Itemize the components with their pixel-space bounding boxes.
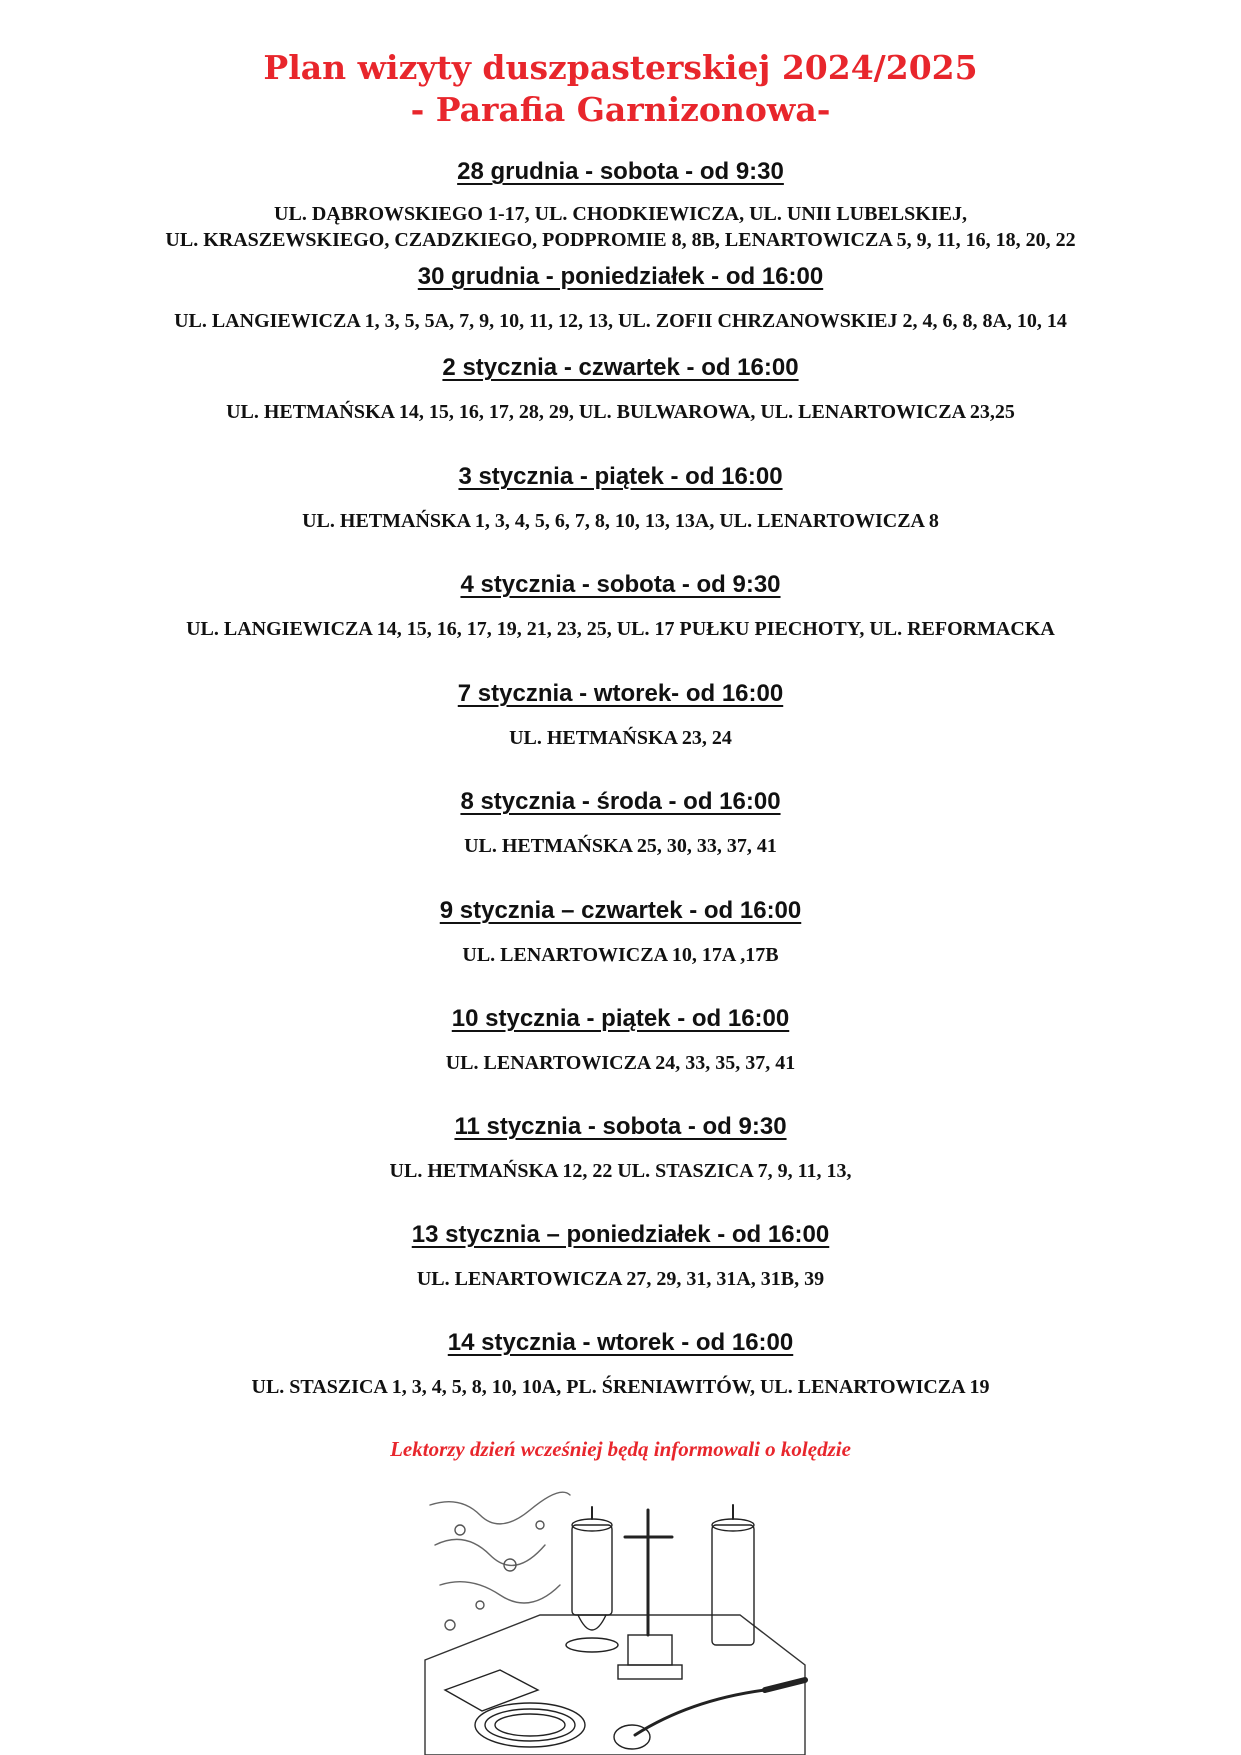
visit-date: 10 stycznia - piątek - od 16:00 — [451, 1005, 790, 1032]
visit-streets: UL. STASZICA 1, 3, 4, 5, 8, 10, 10A, PL. ŚRENIAWITÓW, UL. LENARTOWICZA 19 — [251, 1376, 990, 1398]
schedule-entry — [0, 896, 1241, 968]
footer-note: Lektorzy dzień wcześniej będą informowali o kolędzie — [390, 1437, 851, 1461]
schedule-entry — [0, 462, 1241, 534]
visit-date: 9 stycznia – czwartek - od 16:00 — [439, 897, 802, 924]
visit-date: 11 stycznia - sobota - od 9:30 — [454, 1113, 787, 1140]
visit-date: 14 stycznia - wtorek - od 16:00 — [447, 1329, 794, 1356]
visit-date: 28 grudnia - sobota - od 9:30 — [457, 158, 784, 185]
schedule-entry — [0, 1004, 1241, 1076]
schedule-entry — [0, 570, 1241, 642]
schedule-entry — [0, 787, 1241, 859]
visit-streets: UL. KRASZEWSKIEGO, CZADZKIEGO, PODPROMIE 8, 8B, LENARTOWICZA 5, 9, 11, 16, 18, 20, 22 — [165, 229, 1076, 251]
page-subtitle: - Parafia Garnizonowa- — [410, 90, 831, 129]
visit-date: 2 stycznia - czwartek - od 16:00 — [442, 354, 799, 381]
schedule-entry — [0, 1328, 1241, 1400]
visit-streets: UL. HETMAŃSKA 14, 15, 16, 17, 28, 29, UL. BULWAROWA, UL. LENARTOWICZA 23,25 — [226, 401, 1015, 423]
visit-date: 7 stycznia - wtorek- od 16:00 — [457, 680, 784, 707]
schedule-entry — [0, 353, 1241, 425]
visit-date: 30 grudnia - poniedziałek - od 16:00 — [417, 263, 824, 290]
schedule-entry — [0, 262, 1241, 334]
visit-streets: UL. HETMAŃSKA 25, 30, 33, 37, 41 — [464, 835, 777, 857]
page-title: Plan wizyty duszpasterskiej 2024/2025 — [263, 48, 978, 87]
altar-sketch-illustration — [420, 1485, 810, 1755]
visit-streets: UL. LENARTOWICZA 24, 33, 35, 37, 41 — [445, 1052, 796, 1074]
visit-streets: UL. HETMAŃSKA 23, 24 — [509, 727, 732, 749]
visit-date: 3 stycznia - piątek - od 16:00 — [458, 463, 783, 490]
visit-streets: UL. LANGIEWICZA 14, 15, 16, 17, 19, 21, 23, 25, UL. 17 PUŁKU PIECHOTY, UL. REFORMACKA — [186, 618, 1055, 640]
visit-date: 8 stycznia - środa - od 16:00 — [460, 788, 781, 815]
visit-streets: UL. LANGIEWICZA 1, 3, 5, 5A, 7, 9, 10, 11, 12, 13, UL. ZOFII CHRZANOWSKIEJ 2, 4, 6, 8, 8A, 10, 14 — [174, 310, 1067, 332]
schedule-entry — [0, 1112, 1241, 1184]
visit-date: 13 stycznia – poniedziałek - od 16:00 — [411, 1221, 830, 1248]
visit-streets: UL. HETMAŃSKA 1, 3, 4, 5, 6, 7, 8, 10, 13, 13A, UL. LENARTOWICZA 8 — [302, 510, 939, 532]
visit-date: 4 stycznia - sobota - od 9:30 — [460, 571, 781, 598]
schedule-entry — [0, 679, 1241, 751]
schedule-entry — [0, 157, 1241, 253]
schedule-entry — [0, 1220, 1241, 1292]
visit-streets: UL. LENARTOWICZA 10, 17A ,17B — [462, 944, 779, 966]
visit-streets: UL. LENARTOWICZA 27, 29, 31, 31A, 31B, 39 — [416, 1268, 825, 1290]
visit-streets: UL. DĄBROWSKIEGO 1-17, UL. CHODKIEWICZA, UL. UNII LUBELSKIEJ, — [274, 203, 967, 225]
visit-streets: UL. HETMAŃSKA 12, 22 UL. STASZICA 7, 9, 11, 13, — [389, 1160, 852, 1182]
